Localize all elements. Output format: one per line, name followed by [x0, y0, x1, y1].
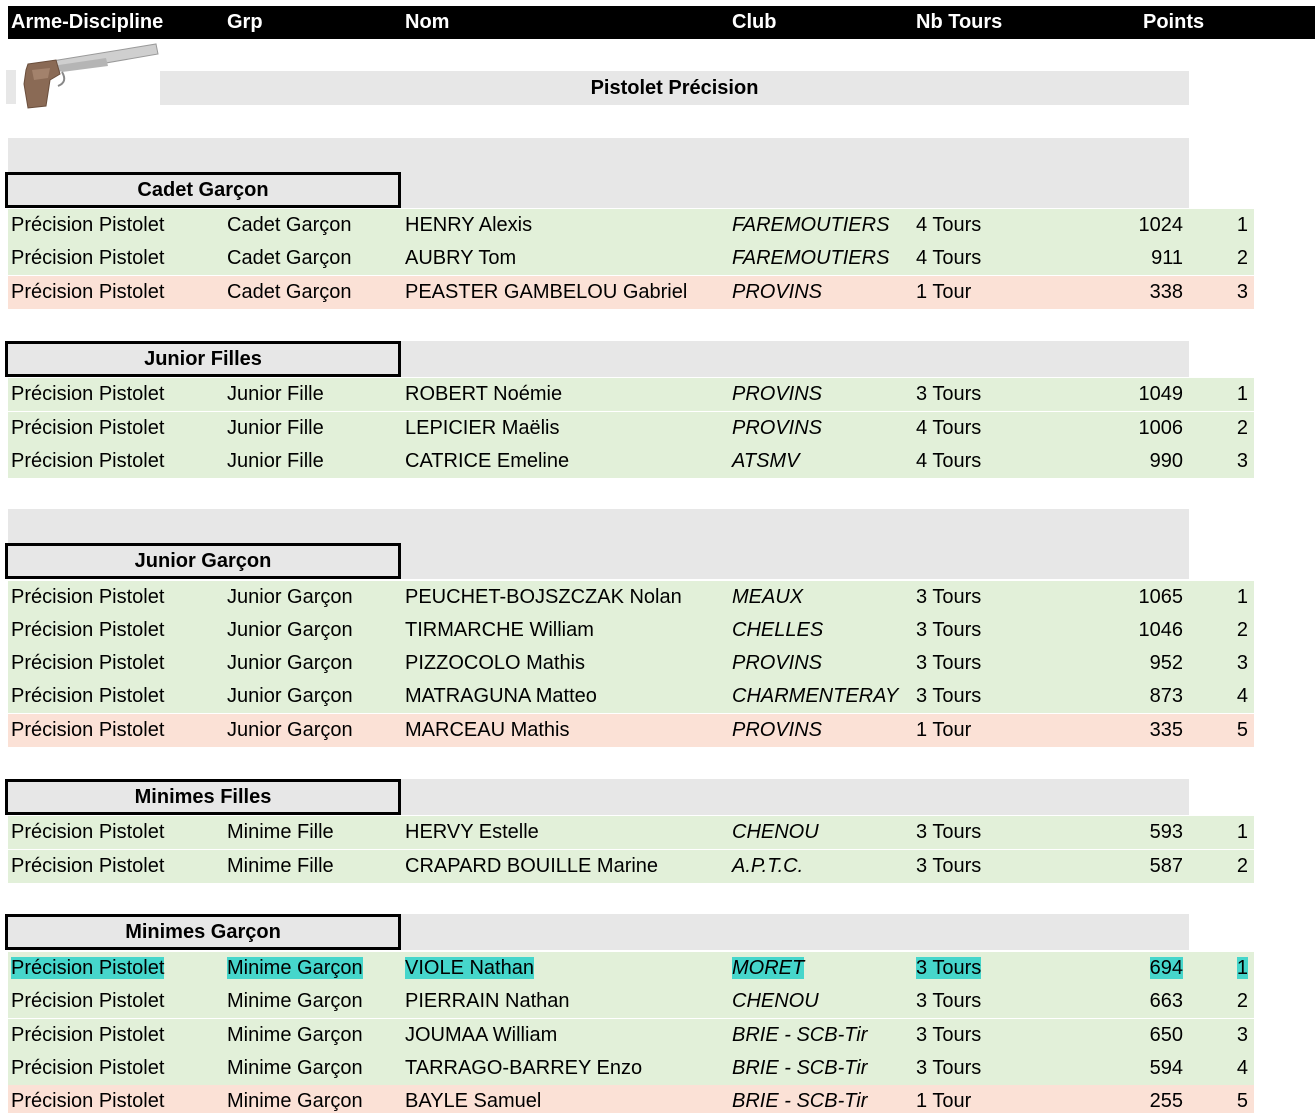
table-row[interactable]	[8, 816, 1254, 849]
cell-points[interactable]: 255	[1149, 1090, 1183, 1112]
cell-rank[interactable]: 2	[1236, 247, 1248, 269]
cell-grp[interactable]: Minime Garçon	[227, 1090, 363, 1112]
cell-points[interactable]: 663	[1149, 990, 1183, 1012]
cell-arme[interactable]: Précision Pistolet	[11, 652, 165, 674]
cell-points[interactable]: 593	[1149, 821, 1183, 843]
cell-tours[interactable]: 3 Tours	[916, 821, 982, 843]
cell-tours[interactable]: 4 Tours	[916, 450, 982, 472]
cell-club[interactable]: BRIE - SCB-Tir	[732, 1057, 868, 1079]
cell-rank[interactable]: 5	[1236, 1090, 1248, 1112]
cell-rank[interactable]: 2	[1236, 855, 1248, 877]
cell-grp[interactable]: Junior Fille	[227, 450, 324, 472]
cell-tours[interactable]: 3 Tours	[916, 990, 982, 1012]
cell-points[interactable]: 1049	[1138, 383, 1183, 405]
spacer-band	[8, 138, 1189, 172]
cell-tours[interactable]: 3 Tours	[916, 1057, 982, 1079]
cell-tours[interactable]: 3 Tours	[916, 855, 982, 877]
cell-club[interactable]: PROVINS	[732, 417, 823, 439]
cell-tours[interactable]: 3 Tours	[916, 652, 982, 674]
cell-club[interactable]: MORET	[732, 957, 805, 979]
cell-grp[interactable]: Minime Fille	[227, 855, 334, 877]
table-row[interactable]	[8, 850, 1254, 883]
cell-nom[interactable]: PEASTER GAMBELOU Gabriel	[405, 281, 688, 303]
cell-grp[interactable]: Cadet Garçon	[227, 214, 352, 236]
cell-tours[interactable]: 1 Tour	[916, 281, 972, 303]
cell-nom[interactable]: HENRY Alexis	[405, 214, 533, 236]
cell-nom[interactable]: AUBRY Tom	[405, 247, 517, 269]
cell-points[interactable]: 990	[1149, 450, 1183, 472]
cell-club[interactable]: MEAUX	[732, 586, 804, 608]
cell-club[interactable]: CHENOU	[732, 821, 819, 843]
cell-nom[interactable]: BAYLE Samuel	[405, 1090, 542, 1112]
table-row[interactable]	[8, 647, 1254, 680]
cell-club[interactable]: BRIE - SCB-Tir	[732, 1024, 868, 1046]
category-title: Junior Garçon	[5, 543, 401, 579]
cell-arme[interactable]: Précision Pistolet	[11, 1057, 165, 1079]
header-club[interactable]: Club	[732, 11, 777, 33]
table-row[interactable]	[8, 714, 1254, 747]
table-row[interactable]	[8, 378, 1254, 411]
cell-grp[interactable]: Cadet Garçon	[227, 247, 352, 269]
spacer-band	[8, 509, 1189, 543]
section-title: Pistolet Précision	[160, 71, 1189, 105]
cell-nom[interactable]: PIERRAIN Nathan	[405, 990, 570, 1012]
category-title: Junior Filles	[5, 341, 401, 377]
cell-grp[interactable]: Junior Fille	[227, 417, 324, 439]
cell-rank[interactable]: 1	[1236, 957, 1248, 979]
cell-nom[interactable]: HERVY Estelle	[405, 821, 539, 843]
cell-arme[interactable]: Précision Pistolet	[11, 383, 165, 405]
cell-points[interactable]: 694	[1149, 957, 1183, 979]
cell-rank[interactable]: 3	[1236, 281, 1248, 303]
header-points[interactable]: Points	[1143, 11, 1205, 33]
header-tours[interactable]: Nb Tours	[916, 11, 1003, 33]
cell-grp[interactable]: Minime Garçon	[227, 1024, 363, 1046]
cell-grp[interactable]: Junior Fille	[227, 383, 324, 405]
cell-arme[interactable]: Précision Pistolet	[11, 247, 165, 269]
cell-arme[interactable]: Précision Pistolet	[11, 685, 165, 707]
pistol-icon	[6, 40, 161, 110]
cell-points[interactable]: 594	[1149, 1057, 1183, 1079]
cell-arme[interactable]: Précision Pistolet	[11, 821, 165, 843]
cell-grp[interactable]: Junior Garçon	[227, 719, 353, 741]
cell-nom[interactable]: LEPICIER Maëlis	[405, 417, 560, 439]
cell-arme[interactable]: Précision Pistolet	[11, 586, 165, 608]
cell-grp[interactable]: Minime Garçon	[227, 1057, 363, 1079]
cell-points[interactable]: 1065	[1138, 586, 1183, 608]
cell-grp[interactable]: Junior Garçon	[227, 586, 353, 608]
cell-grp[interactable]: Minime Fille	[227, 821, 334, 843]
table-row[interactable]	[8, 614, 1254, 647]
cell-club[interactable]: FAREMOUTIERS	[732, 214, 890, 236]
cell-nom[interactable]: CRAPARD BOUILLE Marine	[405, 855, 659, 877]
cell-nom[interactable]: CATRICE Emeline	[405, 450, 570, 472]
cell-arme[interactable]: Précision Pistolet	[11, 957, 165, 979]
table-row[interactable]	[8, 242, 1254, 275]
header-grp[interactable]: Grp	[227, 11, 263, 33]
cell-arme[interactable]: Précision Pistolet	[11, 619, 165, 641]
cell-points[interactable]: 1046	[1138, 619, 1183, 641]
cell-grp[interactable]: Minime Garçon	[227, 957, 363, 979]
cell-rank[interactable]: 3	[1236, 450, 1248, 472]
cell-points[interactable]: 650	[1149, 1024, 1183, 1046]
cell-tours[interactable]: 3 Tours	[916, 586, 982, 608]
header-arme[interactable]: Arme-Discipline	[11, 11, 164, 33]
cell-arme[interactable]: Précision Pistolet	[11, 990, 165, 1012]
cell-rank[interactable]: 4	[1236, 685, 1248, 707]
cell-arme[interactable]: Précision Pistolet	[11, 450, 165, 472]
table-row[interactable]	[8, 412, 1254, 445]
cell-rank[interactable]: 1	[1236, 383, 1248, 405]
cell-grp[interactable]: Junior Garçon	[227, 619, 353, 641]
cell-points[interactable]: 587	[1149, 855, 1183, 877]
cell-nom[interactable]: TARRAGO-BARREY Enzo	[405, 1057, 643, 1079]
cell-tours[interactable]: 3 Tours	[916, 619, 982, 641]
cell-nom[interactable]: ROBERT Noémie	[405, 383, 563, 405]
table-row[interactable]	[8, 581, 1254, 614]
table-row[interactable]	[8, 680, 1254, 713]
cell-points[interactable]: 873	[1149, 685, 1183, 707]
cell-club[interactable]: CHENOU	[732, 990, 819, 1012]
category-title: Minimes Garçon	[5, 914, 401, 950]
cell-points[interactable]: 338	[1149, 281, 1183, 303]
cell-nom[interactable]: PIZZOCOLO Mathis	[405, 652, 586, 674]
table-row-selected[interactable]	[8, 952, 1254, 985]
cell-points[interactable]: 1024	[1138, 214, 1183, 236]
cell-points[interactable]: 335	[1149, 719, 1183, 741]
header-nom[interactable]: Nom	[405, 11, 450, 33]
cell-rank[interactable]: 2	[1236, 417, 1248, 439]
cell-rank[interactable]: 1	[1236, 214, 1248, 236]
cell-grp[interactable]: Cadet Garçon	[227, 281, 352, 303]
cell-club[interactable]: FAREMOUTIERS	[732, 247, 890, 269]
cell-club[interactable]: PROVINS	[732, 719, 823, 741]
cell-rank[interactable]: 3	[1236, 652, 1248, 674]
cell-club[interactable]: CHELLES	[732, 619, 824, 641]
cell-club[interactable]: PROVINS	[732, 652, 823, 674]
cell-points[interactable]: 1006	[1138, 417, 1183, 439]
cell-tours[interactable]: 4 Tours	[916, 417, 982, 439]
cell-grp[interactable]: Junior Garçon	[227, 652, 353, 674]
cell-arme[interactable]: Précision Pistolet	[11, 281, 165, 303]
cell-nom[interactable]: MATRAGUNA Matteo	[405, 685, 597, 707]
cell-rank[interactable]: 3	[1236, 1024, 1248, 1046]
cell-grp[interactable]: Junior Garçon	[227, 685, 353, 707]
cell-nom[interactable]: VIOLE Nathan	[405, 957, 534, 979]
cell-tours[interactable]: 1 Tour	[916, 719, 972, 741]
cell-club[interactable]: PROVINS	[732, 281, 823, 303]
cell-nom[interactable]: TIRMARCHE William	[405, 619, 594, 641]
header-bar	[8, 6, 1315, 39]
category-title: Cadet Garçon	[5, 172, 401, 208]
cell-tours[interactable]: 1 Tour	[916, 1090, 972, 1112]
cell-club[interactable]: ATSMV	[732, 450, 800, 472]
cell-club[interactable]: CHARMENTERAY	[732, 685, 899, 707]
cell-rank[interactable]: 5	[1236, 719, 1248, 741]
cell-tours[interactable]: 4 Tours	[916, 247, 982, 269]
cell-points[interactable]: 911	[1151, 247, 1183, 269]
cell-nom[interactable]: JOUMAA William	[405, 1024, 558, 1046]
cell-rank[interactable]: 2	[1236, 619, 1248, 641]
table-row[interactable]	[8, 1052, 1254, 1085]
table-row[interactable]	[8, 209, 1254, 242]
cell-tours[interactable]: 3 Tours	[916, 685, 982, 707]
cell-tours[interactable]: 3 Tours	[916, 1024, 982, 1046]
cell-rank[interactable]: 4	[1236, 1057, 1248, 1079]
cell-rank[interactable]: 2	[1236, 990, 1248, 1012]
cell-arme[interactable]: Précision Pistolet	[11, 1024, 165, 1046]
cell-club[interactable]: A.P.T.C.	[732, 855, 804, 877]
cell-points[interactable]: 952	[1149, 652, 1183, 674]
table-row[interactable]	[8, 445, 1254, 478]
cell-arme[interactable]: Précision Pistolet	[11, 719, 165, 741]
table-row[interactable]	[8, 985, 1254, 1018]
cell-arme[interactable]: Précision Pistolet	[11, 855, 165, 877]
category-title: Minimes Filles	[5, 779, 401, 815]
cell-arme[interactable]: Précision Pistolet	[11, 1090, 165, 1112]
cell-tours[interactable]: 4 Tours	[916, 214, 982, 236]
cell-arme[interactable]: Précision Pistolet	[11, 417, 165, 439]
table-row[interactable]	[8, 1085, 1254, 1113]
table-row[interactable]	[8, 1019, 1254, 1052]
cell-club[interactable]: BRIE - SCB-Tir	[732, 1090, 868, 1112]
cell-nom[interactable]: PEUCHET-BOJSZCZAK Nolan	[405, 586, 682, 608]
cell-rank[interactable]: 1	[1236, 821, 1248, 843]
cell-grp[interactable]: Minime Garçon	[227, 990, 363, 1012]
cell-nom[interactable]: MARCEAU Mathis	[405, 719, 570, 741]
cell-club[interactable]: PROVINS	[732, 383, 823, 405]
cell-tours[interactable]: 3 Tours	[916, 383, 982, 405]
cell-tours[interactable]: 3 Tours	[916, 957, 982, 979]
cell-arme[interactable]: Précision Pistolet	[11, 214, 165, 236]
table-row[interactable]	[8, 276, 1254, 309]
cell-rank[interactable]: 1	[1236, 586, 1248, 608]
